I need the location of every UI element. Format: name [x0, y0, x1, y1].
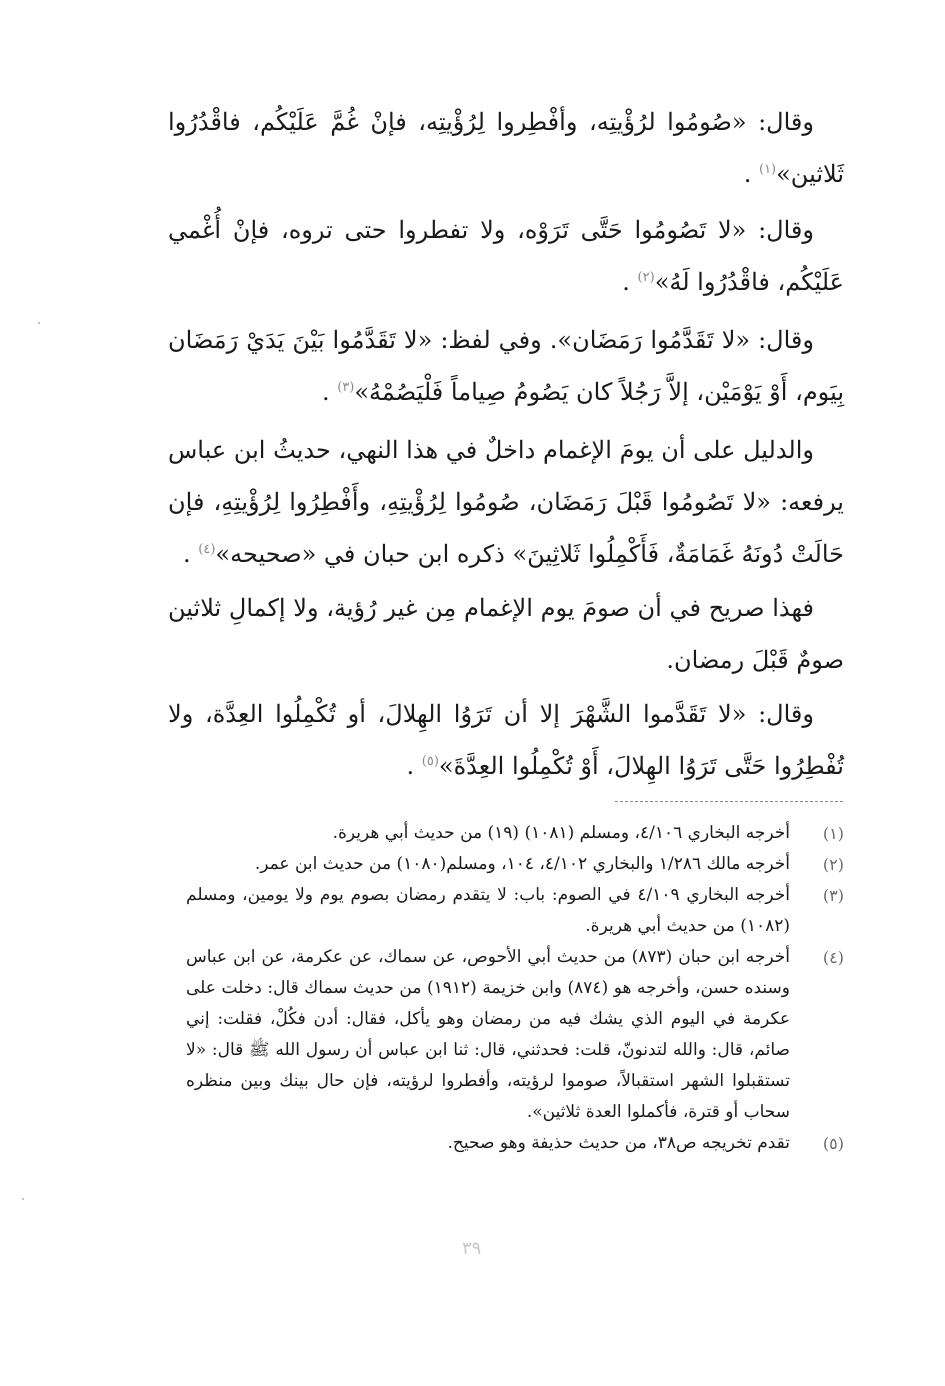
paragraph-3: [168, 314, 844, 418]
paragraph-text: وقال: «لا تَصُومُوا حَتَّى تَرَوْه، ولا تفطروا حتى تروه، فإنْ أُغْمي عَلَيْكُم، فاقْدُرُوا لَهُ»: [168, 216, 844, 296]
paragraph-1: [168, 96, 844, 200]
footnote-number: (٥): [822, 1134, 844, 1153]
paragraph-tail: .: [622, 268, 638, 296]
paragraph-2: [168, 204, 844, 308]
paragraph-tail: .: [406, 752, 422, 780]
paragraph-text: وقال: «صُومُوا لرُؤْيتِه، وأفْطِروا لِرُؤْيتِه، فإنْ غُمَّ عَلَيْكُم، فاقْدُرُوا ثَلاثين»: [168, 108, 844, 188]
paragraph-text: وقال: «لا تَقَدَّمُوا رَمَضَان». وفي لفظ: «لا تَقَدَّمُوا بَيْنَ يَدَيْ رَمَضَان بِيَوم، أَوْ يَوْمَيْن، إلاَّ رَجُلاً كان يَصُومُ صِياماً فَلْيَصُمْهُ»: [168, 326, 844, 406]
footnote-4: [186, 942, 844, 1128]
footnote-3: [186, 880, 844, 942]
footnote-number: (٢): [822, 855, 844, 874]
paragraph-6: [168, 688, 844, 792]
footnote-1: [186, 818, 844, 849]
footnote-divider: [615, 801, 843, 802]
paragraph-4: [168, 424, 844, 580]
paragraph-tail: .: [183, 540, 199, 568]
footnotes: [186, 818, 844, 1159]
paragraph-text: فهذا صريح في أن صومَ يوم الإغمام مِن غير رُؤية، ولا إكمالِ ثلاثين صومٌ قَبْلَ رمضان.: [168, 594, 844, 674]
footnote-ref-4: (٤): [198, 542, 216, 557]
footnote-number: (١): [822, 824, 844, 843]
footnote-text: أخرجه البخاري ٤/١٠٦، ومسلم (١٠٨١) (١٩) من حديث أبي هريرة.: [332, 823, 790, 843]
footnote-ref-3: (٣): [337, 380, 355, 395]
footnote-number: (٤): [822, 948, 844, 967]
footnote-text: أخرجه مالك ١/٢٨٦ والبخاري ٤/١٠٢، ١٠٤، ومسلم(١٠٨٠) من حديث ابن عمر.: [254, 854, 790, 874]
page-number: ٣٩: [462, 1238, 482, 1259]
paragraph-text: وقال: «لا تَقَدَّموا الشَّهْرَ إلا أن تَرَوُا الهِلالَ، أو تُكْمِلُوا العِدَّة، ولا تُفْطِرُوا حَتَّى تَرَوُا الهِلالَ، أَوْ تُكْمِلُوا العِدَّةَ»: [168, 700, 844, 780]
paragraph-5: [168, 582, 844, 686]
footnote-text: أخرجه البخاري ٤/١٠٩ في الصوم: باب: لا يتقدم رمضان بصوم يوم ولا يومين، ومسلم (١٠٨٢) من حديث أبي هريرة.: [186, 885, 790, 936]
footnote-text: تقدم تخريجه ص٣٨، من حديث حذيفة وهو صحيح.: [447, 1133, 790, 1153]
footnote-ref-2: (٢): [637, 270, 655, 285]
footnote-number: (٣): [822, 886, 844, 905]
paragraph-text: والدليل على أن يومَ الإغمام داخلٌ في هذا النهي، حديثُ ابن عباس يرفعه: «لا تَصُومُوا قَبْلَ رَمَضَان، صُومُوا لِرُؤْيتِهِ، وأَفْطِرُوا لِرُؤْيتِهِ، فإن حَالَتْ دُونَهُ غَمَامَةٌ، فَأَكْمِلُوا ثَلاثِينَ» ذكره ابن حبان في «صحيحه»: [168, 436, 844, 568]
scan-speck: [38, 322, 40, 324]
scan-speck: [22, 1198, 24, 1200]
footnote-ref-5: (٥): [421, 754, 439, 769]
footnote-2: [186, 849, 844, 880]
footnote-ref-1: (١): [758, 162, 777, 177]
paragraph-tail: .: [743, 160, 759, 188]
footnote-text: أخرجه ابن حبان (٨٧٣) من حديث أبي الأحوص، عن سماك، عن عكرمة، عن ابن عباس وسنده حسن، وأخرجه هو (٨٧٤) وابن خزيمة (١٩١٢) من حديث سماك قال: دخلت على عكرمة في اليوم الذي يشك فيه من رمضان وهو يأكل، فقال: أدن فكُلْ، فقلت: إني صائم، قال: والله لتدنونّ، قلت: فحدثني، قال: ثنا ابن عباس أن رسول الله ﷺ قال: «لا تستقبلوا الشهر استقبالاً، صوموا لرؤيته، وأفطروا لرؤيته، فإن حال بينك وبين منظره سحاب أو قترة، فأكملوا العدة ثلاثين».: [186, 947, 790, 1122]
paragraph-tail: .: [321, 378, 338, 406]
footnote-5: [186, 1128, 844, 1159]
